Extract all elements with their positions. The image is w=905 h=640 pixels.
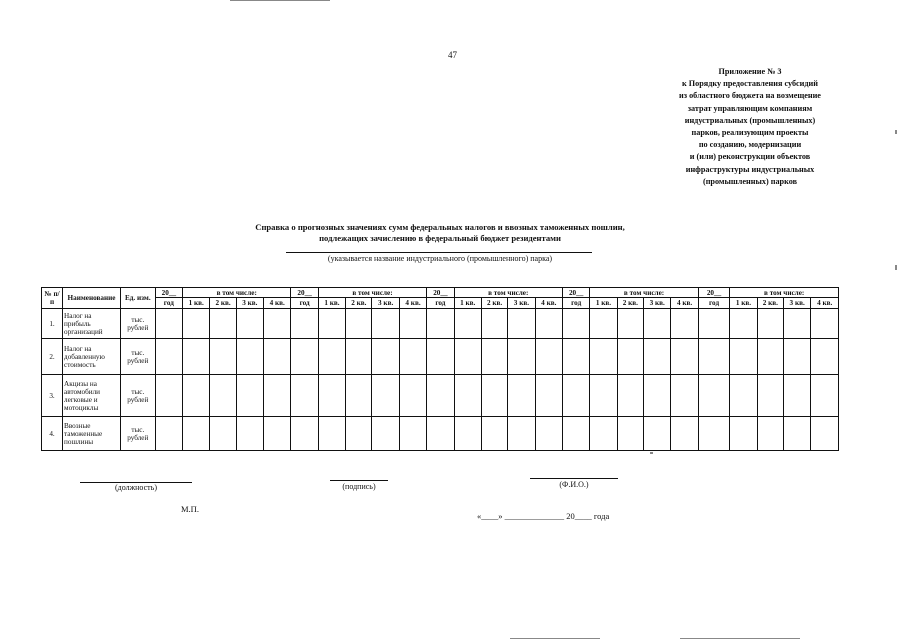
value-cell	[617, 339, 643, 375]
value-cell	[481, 417, 507, 451]
header-q3: 3 кв.	[508, 298, 535, 309]
value-cell	[399, 375, 426, 417]
value-cell	[236, 339, 263, 375]
value-cell	[508, 417, 535, 451]
header-q3: 3 кв.	[644, 298, 671, 309]
value-cell	[562, 309, 589, 339]
row-name: Налог на прибыль организаций	[63, 309, 121, 339]
appendix-line: из областного бюджета на возмещение	[679, 91, 821, 101]
value-cell	[644, 309, 671, 339]
row-unit: тыс. рублей	[120, 417, 155, 451]
header-incl: в том числе:	[454, 288, 562, 298]
row-no: 3.	[42, 375, 63, 417]
header-year-label: год	[427, 298, 454, 309]
value-cell	[399, 309, 426, 339]
title-line-2: подлежащих зачислению в федеральный бюджет резидентами	[319, 233, 561, 243]
value-cell	[318, 309, 345, 339]
value-cell	[811, 339, 839, 375]
value-cell	[427, 417, 454, 451]
value-cell	[562, 417, 589, 451]
value-cell	[698, 339, 730, 375]
value-cell	[236, 375, 263, 417]
value-cell	[427, 309, 454, 339]
document-title	[160, 222, 720, 244]
value-cell	[427, 339, 454, 375]
title-line-1: Справка о прогнозных значениях сумм федеральных налогов и ввозных таможенных пошлин,	[255, 222, 625, 232]
park-name-caption: (указывается название индустриального (промышленного) парка)	[327, 254, 553, 263]
value-cell	[264, 309, 291, 339]
value-cell	[372, 309, 399, 339]
value-cell	[210, 417, 236, 451]
header-q2: 2 кв.	[757, 298, 783, 309]
value-cell	[318, 417, 345, 451]
value-cell	[454, 375, 481, 417]
value-cell	[730, 375, 757, 417]
value-cell	[346, 309, 372, 339]
header-year: 20__	[291, 288, 318, 298]
scan-edge-mark	[650, 452, 653, 454]
page-number: 47	[448, 50, 457, 60]
header-q1: 1 кв.	[183, 298, 210, 309]
appendix-line: Приложение № 3	[718, 67, 782, 76]
row-unit: тыс. рублей	[120, 309, 155, 339]
appendix-line: по созданию, модернизации	[698, 140, 802, 150]
header-q2: 2 кв.	[617, 298, 643, 309]
value-cell	[372, 375, 399, 417]
value-cell	[783, 309, 810, 339]
value-cell	[590, 375, 617, 417]
scan-edge-mark	[230, 0, 330, 1]
value-cell	[811, 309, 839, 339]
value-cell	[264, 339, 291, 375]
value-cell	[508, 309, 535, 339]
value-cell	[291, 375, 318, 417]
value-cell	[372, 339, 399, 375]
value-cell	[399, 417, 426, 451]
value-cell	[535, 417, 562, 451]
header-incl: в том числе:	[590, 288, 698, 298]
value-cell	[291, 417, 318, 451]
value-cell	[671, 375, 698, 417]
value-cell	[698, 309, 730, 339]
value-cell	[399, 339, 426, 375]
value-cell	[155, 309, 182, 339]
header-q1: 1 кв.	[730, 298, 757, 309]
stamp-place: М.П.	[181, 504, 199, 514]
header-q2: 2 кв.	[346, 298, 372, 309]
header-q4: 4 кв.	[671, 298, 698, 309]
value-cell	[346, 375, 372, 417]
value-cell	[811, 375, 839, 417]
row-no: 4.	[42, 417, 63, 451]
value-cell	[427, 375, 454, 417]
value-cell	[535, 339, 562, 375]
scan-edge-mark	[895, 265, 897, 270]
value-cell	[562, 339, 589, 375]
row-name: Акцизы на автомобили легковые и мотоциклы	[63, 375, 121, 417]
value-cell	[590, 417, 617, 451]
value-cell	[183, 309, 210, 339]
forecast-table	[41, 287, 839, 451]
header-q4: 4 кв.	[535, 298, 562, 309]
value-cell	[454, 309, 481, 339]
header-q4: 4 кв.	[811, 298, 839, 309]
value-cell	[698, 375, 730, 417]
value-cell	[730, 339, 757, 375]
value-cell	[783, 417, 810, 451]
fio-caption: (Ф.И.О.)	[559, 480, 589, 489]
value-cell	[535, 309, 562, 339]
header-incl: в том числе:	[318, 288, 426, 298]
header-name: Наименование	[63, 288, 121, 309]
header-q2: 2 кв.	[210, 298, 236, 309]
signature-caption: (подпись)	[342, 482, 376, 491]
header-q2: 2 кв.	[481, 298, 507, 309]
value-cell	[590, 339, 617, 375]
header-year-label: год	[698, 298, 730, 309]
value-cell	[372, 417, 399, 451]
value-cell	[617, 417, 643, 451]
value-cell	[318, 339, 345, 375]
appendix-line: индустриальных (промышленных)	[684, 115, 816, 125]
value-cell	[757, 417, 783, 451]
value-cell	[562, 375, 589, 417]
appendix-line: затрат управляющим компаниям	[687, 103, 813, 113]
value-cell	[508, 375, 535, 417]
scan-edge-mark	[895, 130, 897, 134]
value-cell	[155, 375, 182, 417]
value-cell	[346, 417, 372, 451]
value-cell	[454, 339, 481, 375]
header-q4: 4 кв.	[399, 298, 426, 309]
header-q1: 1 кв.	[318, 298, 345, 309]
table-row	[42, 375, 839, 417]
header-year: 20__	[155, 288, 182, 298]
appendix-line: парков, реализующим проекты	[691, 128, 809, 138]
header-year-label: год	[291, 298, 318, 309]
value-cell	[757, 309, 783, 339]
row-no: 2.	[42, 339, 63, 375]
appendix-line: к Порядку предоставления субсидий	[682, 79, 818, 89]
value-cell	[535, 375, 562, 417]
appendix-header	[650, 66, 850, 188]
value-cell	[671, 309, 698, 339]
value-cell	[264, 417, 291, 451]
value-cell	[671, 339, 698, 375]
header-unit: Ед. изм.	[120, 288, 155, 309]
park-name-line	[286, 252, 592, 253]
value-cell	[590, 309, 617, 339]
value-cell	[811, 417, 839, 451]
scan-edge-mark	[680, 638, 800, 639]
value-cell	[644, 339, 671, 375]
value-cell	[783, 339, 810, 375]
value-cell	[617, 375, 643, 417]
value-cell	[210, 375, 236, 417]
signature-line	[330, 480, 388, 481]
value-cell	[757, 375, 783, 417]
value-cell	[346, 339, 372, 375]
header-q1: 1 кв.	[454, 298, 481, 309]
value-cell	[291, 339, 318, 375]
row-no: 1.	[42, 309, 63, 339]
value-cell	[210, 309, 236, 339]
value-cell	[155, 339, 182, 375]
value-cell	[481, 375, 507, 417]
appendix-line: инфраструктуры индустриальных	[685, 164, 815, 174]
header-no: № п/п	[42, 288, 63, 309]
value-cell	[698, 417, 730, 451]
value-cell	[183, 417, 210, 451]
value-cell	[644, 417, 671, 451]
value-cell	[730, 417, 757, 451]
value-cell	[481, 309, 507, 339]
header-incl: в том числе:	[730, 288, 839, 298]
value-cell	[783, 375, 810, 417]
table-row	[42, 309, 839, 339]
header-q3: 3 кв.	[783, 298, 810, 309]
row-name: Налог на добавленную стоимость	[63, 339, 121, 375]
value-cell	[183, 375, 210, 417]
row-unit: тыс. рублей	[120, 375, 155, 417]
appendix-line: (промышленных) парков	[702, 176, 798, 186]
row-name: Ввозные таможенные пошлины	[63, 417, 121, 451]
value-cell	[644, 375, 671, 417]
value-cell	[757, 339, 783, 375]
row-unit: тыс. рублей	[120, 339, 155, 375]
value-cell	[236, 417, 263, 451]
value-cell	[671, 417, 698, 451]
value-cell	[264, 375, 291, 417]
value-cell	[508, 339, 535, 375]
position-caption: (должность)	[115, 483, 157, 492]
header-q3: 3 кв.	[236, 298, 263, 309]
value-cell	[481, 339, 507, 375]
value-cell	[183, 339, 210, 375]
fio-line	[530, 478, 618, 479]
value-cell	[155, 417, 182, 451]
value-cell	[291, 309, 318, 339]
value-cell	[318, 375, 345, 417]
table-row	[42, 417, 839, 451]
appendix-line: и (или) реконструкции объектов	[689, 152, 811, 162]
value-cell	[617, 309, 643, 339]
header-year-label: год	[562, 298, 589, 309]
header-incl: в том числе:	[183, 288, 291, 298]
value-cell	[236, 309, 263, 339]
header-year: 20__	[698, 288, 730, 298]
header-q4: 4 кв.	[264, 298, 291, 309]
header-year-label: год	[155, 298, 182, 309]
header-year: 20__	[562, 288, 589, 298]
header-q3: 3 кв.	[372, 298, 399, 309]
date-line: «____» ______________ 20____ года	[477, 511, 610, 521]
value-cell	[210, 339, 236, 375]
value-cell	[454, 417, 481, 451]
header-year: 20__	[427, 288, 454, 298]
table-row	[42, 339, 839, 375]
value-cell	[730, 309, 757, 339]
header-q1: 1 кв.	[590, 298, 617, 309]
scan-edge-mark	[510, 638, 600, 639]
